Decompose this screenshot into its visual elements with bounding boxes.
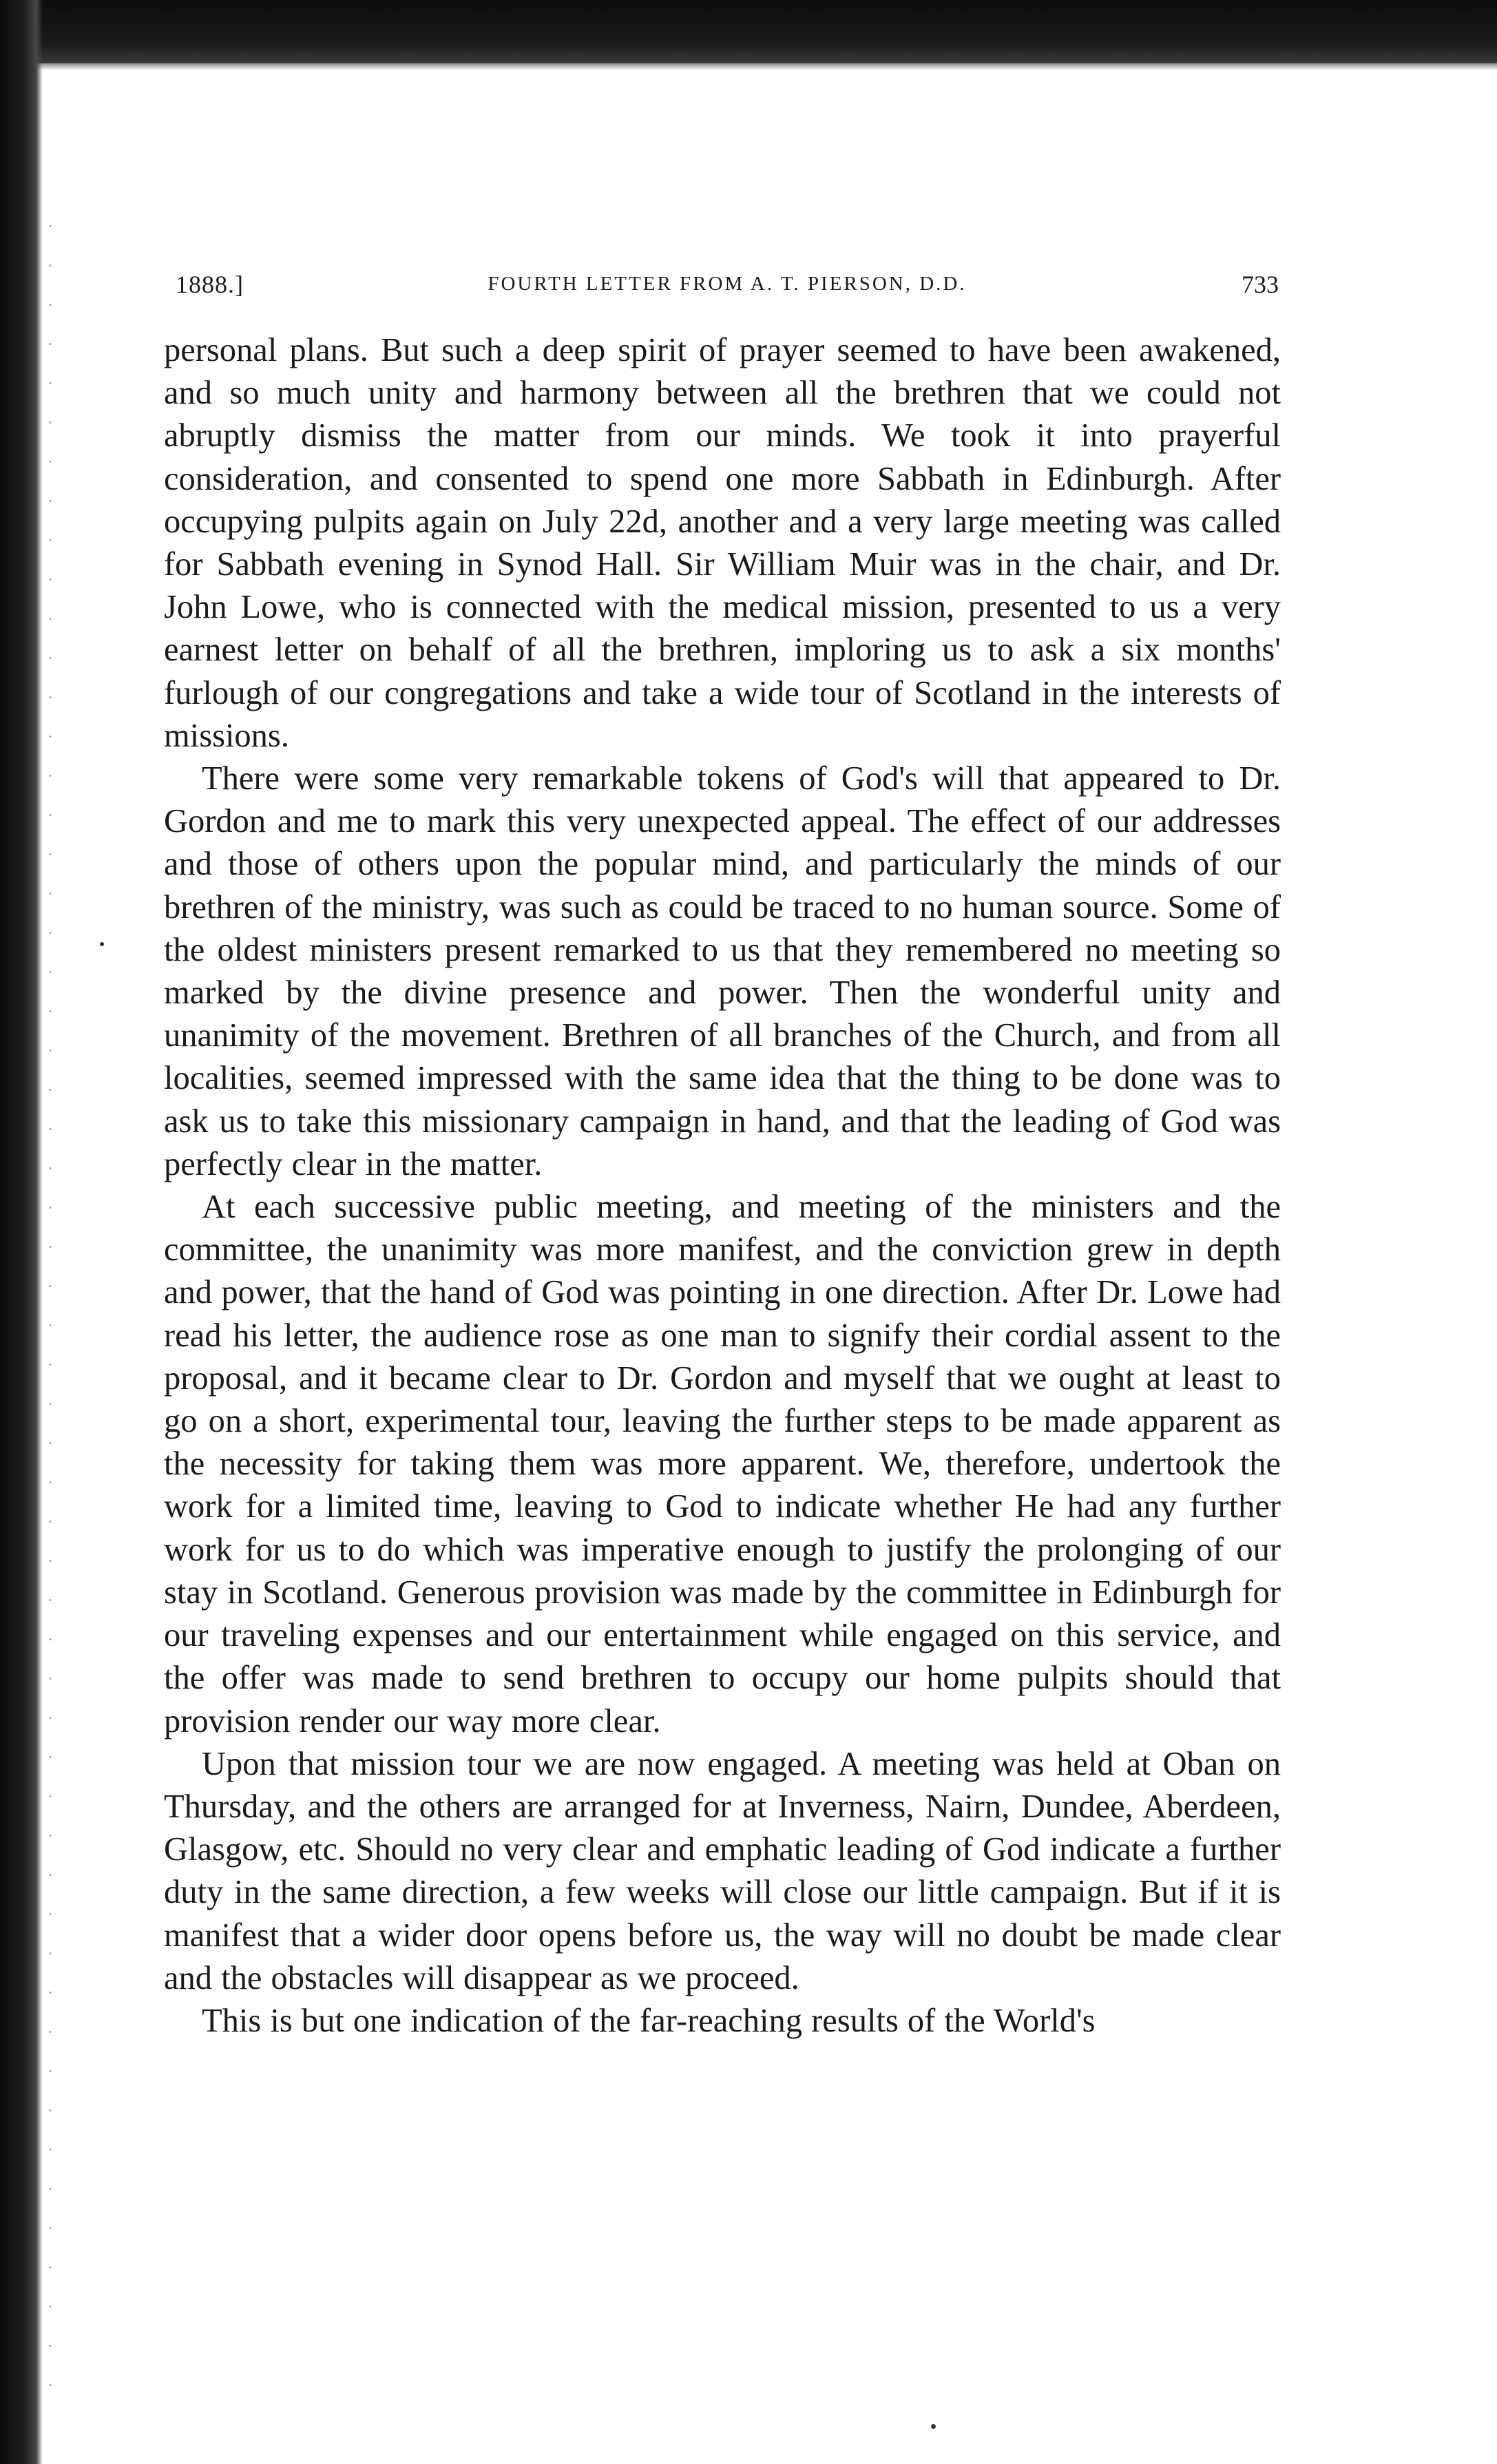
paragraph-1: personal plans. But such a deep spirit of prayer seemed to have been awakened, and so much unity and harmony between all the brethren that we could not abruptly dismiss the matter from our minds. We took it into prayerful consideration, and consented to spend one more Sabbath in Edinburgh. After occupying pulpits again on July 22d, another and a very large meeting was called for Sabbath evening in Synod Hall. Sir William Muir was in the chair, and Dr. John Lowe, who is connected with the medical mission, presented to us a very earnest letter on behalf of all the brethren, imploring us to ask a six months' furlough of our congregations and take a wide tour of Scotland in the interests of missions. [164, 332, 1281, 754]
bottom-speck [931, 2424, 936, 2429]
article-body [164, 329, 1281, 2043]
paragraph-4: Upon that mission tour we are now engaged. A meeting was held at Oban on Thursday, and the others are arranged for at Inverness, Nairn, Dundee, Aberdeen, Glasgow, etc. Should no very clear and emphatic leading of God indicate a further duty in the same direction, a few weeks will close our little campaign. But if it is manifest that a wider door opens before us, the way will no doubt be made clear and the obstacles will disappear as we proceed. [164, 1745, 1281, 1996]
scan-left-border [0, 0, 43, 2464]
scan-top-border [0, 0, 1497, 63]
running-header [176, 270, 1279, 304]
header-title: FOURTH LETTER FROM A. T. PIERSON, D.D. [488, 273, 967, 295]
header-year: 1888.] [176, 271, 244, 298]
paragraph-5: This is but one indication of the far-reaching results of the World's [202, 2002, 1096, 2039]
page-number: 733 [1242, 271, 1279, 298]
scan-top-shadow [0, 63, 1497, 70]
paragraph-3: At each successive public meeting, and meeting of the ministers and the committee, the unanimity was more manifest, and the conviction grew in depth and power, that the hand of God was pointing in one direction. After Dr. Lowe had read his letter, the audience rose as one man to signify their cordial assent to the proposal, and it became clear to Dr. Gordon and myself that we ought at least to go on a short, experimental tour, leaving the further steps to be made apparent as the necessity for taking them was more apparent. We, therefore, undertook the work for a limited time, leaving to God to indicate whether He had any further work for us to do which was imperative enough to justify the prolonging of our stay in Scotland. Generous provision was made by the committee in Edinburgh for our traveling expenses and our entertainment while engaged on this service, and the offer was made to send brethren to occupy our home pulpits should that provision render our way more clear. [164, 1189, 1281, 1740]
margin-speck [100, 942, 104, 946]
scan-edge-specks [43, 207, 63, 2410]
paragraph-2: There were some very remarkable tokens of God's will that appeared to Dr. Gordon and me to mark this very unexpected appeal. The effect of our addresses and those of others upon the popular mind, and particularly the minds of our brethren of the ministry, was such as could be traced to no human source. Some of the oldest ministers present remarked to us that they remembered no meeting so marked by the divine presence and power. Then the wonderful unity and unanimity of the movement. Brethren of all branches of the Church, and from all localities, seemed impressed with the same idea that the thing to be done was to ask us to take this missionary campaign in hand, and that the leading of God was perfectly clear in the matter. [164, 760, 1281, 1182]
